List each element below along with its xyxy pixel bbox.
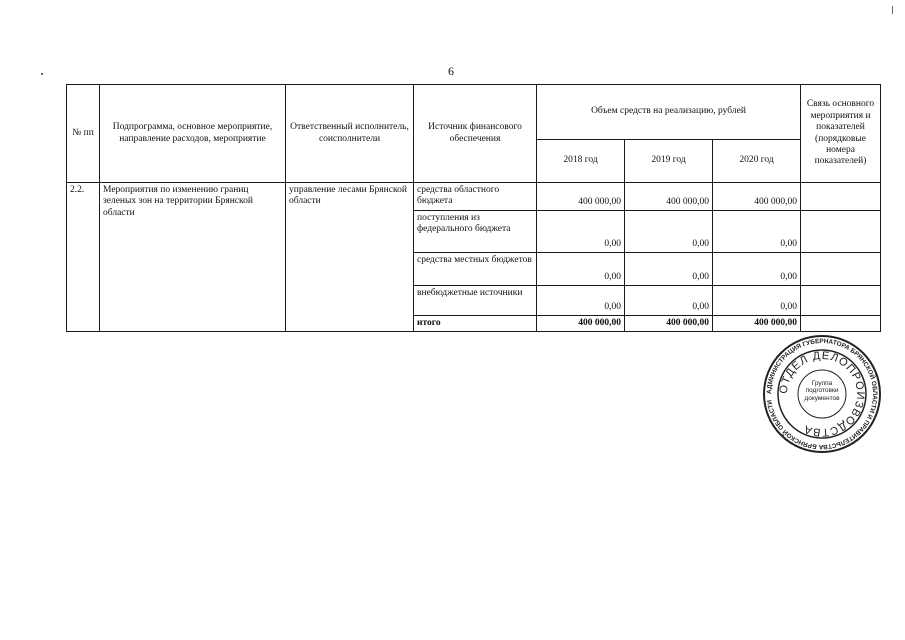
row-event: Мероприятия по изменению границ зеленых зон на территории Брянской области (100, 183, 286, 332)
value-2020: 0,00 (713, 253, 801, 286)
header-source: Источник финансового обеспечения (414, 85, 537, 183)
seal-ring-text: АДМИНИСТРАЦИЯ ГУБЕРНАТОРА БРЯНСКОЙ ОБЛАСТИ И ПРАВИТЕЛЬСТВА БРЯНСКОЙ ОБЛАСТИ (765, 337, 879, 451)
header-num: № пп (67, 85, 100, 183)
seal-center-text: Группа подготовки документов (804, 380, 840, 402)
header-2020: 2020 год (713, 140, 801, 183)
scan-mark (892, 6, 893, 14)
row-responsible: управление лесами Брянской области (286, 183, 414, 332)
link-value (801, 183, 881, 211)
value-2019: 400 000,00 (625, 183, 713, 211)
value-2018: 400 000,00 (537, 183, 625, 211)
value-2019: 400 000,00 (625, 316, 713, 332)
value-2019: 0,00 (625, 253, 713, 286)
value-2020: 0,00 (713, 286, 801, 316)
link-value (801, 316, 881, 332)
header-2019: 2019 год (625, 140, 713, 183)
source-name: средства местных бюджетов (414, 253, 537, 286)
value-2020: 400 000,00 (713, 316, 801, 332)
source-name: поступления из федерального бюджета (414, 211, 537, 253)
source-name: средства областного бюджета (414, 183, 537, 211)
source-name: внебюджетные источники (414, 286, 537, 316)
value-2018: 0,00 (537, 211, 625, 253)
value-2019: 0,00 (625, 286, 713, 316)
scan-dot (41, 73, 43, 75)
value-2018: 0,00 (537, 286, 625, 316)
header-link: Связь основного мероприятия и показателей (порядковые номера показателей) (801, 85, 881, 183)
table-row (67, 183, 881, 211)
value-2019: 0,00 (625, 211, 713, 253)
official-seal (762, 334, 882, 454)
value-2018: 0,00 (537, 253, 625, 286)
header-responsible: Ответственный исполнитель, соисполнители (286, 85, 414, 183)
source-name: итого (414, 316, 537, 332)
header-2018: 2018 год (537, 140, 625, 183)
link-value (801, 253, 881, 286)
value-2018: 400 000,00 (537, 316, 625, 332)
header-volume: Объем средств на реализацию, рублей (537, 85, 801, 140)
row-num: 2.2. (67, 183, 100, 332)
page-number: 6 (448, 64, 454, 78)
value-2020: 0,00 (713, 211, 801, 253)
link-value (801, 211, 881, 253)
link-value (801, 286, 881, 316)
header-subprogram: Подпрограмма, основное мероприятие, направление расходов, мероприятие (100, 85, 286, 183)
seal-inner-text: ОТДЕЛ ДЕЛОПРОИЗВОДСТВА (777, 349, 867, 439)
value-2020: 400 000,00 (713, 183, 801, 211)
financing-table (66, 84, 881, 332)
